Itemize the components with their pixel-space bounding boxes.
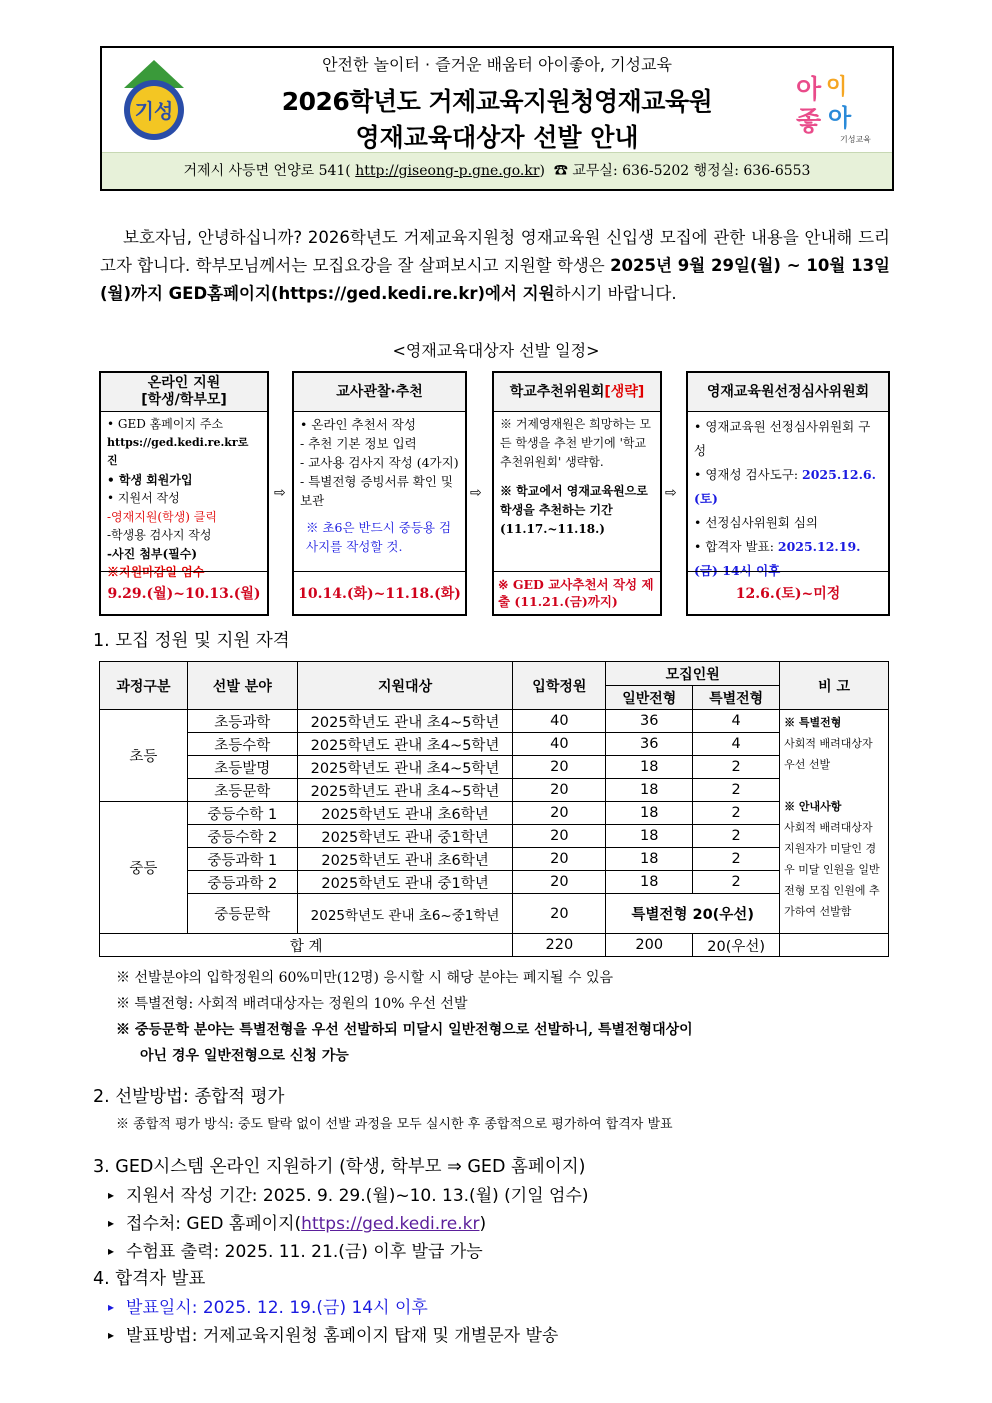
address: 거제시 사등면 언양로 541( bbox=[183, 163, 351, 179]
table-row: 초등 초등과학 2025학년도 관내 초4~5학년 40 36 4 ※ 특별전형 사회적 배려대상자 우선 선발 ※ 안내사항 사회적 배려대상자 지원자가 미달인 경우 미달 인원을 일반전형 모집 인원에 추가하여 선발함 bbox=[100, 710, 889, 733]
schedule-step-school: 학교추천위원회 [생략] ※ 거제영재원은 희망하는 모든 학생을 추천 받기에 '학교추천위원회' 생략함. ※ 학교에서 영재교육원으로 학생을 추천하는 기간 (11.17.~11.18.) ※ GED 교사추천서 작성 제출 (11.21.(금)까지) bbox=[492, 371, 662, 616]
committee-date: 12.6.(토)~미정 bbox=[688, 571, 888, 614]
table-row: 중등수학 2 2025학년도 관내 중1학년 20 18 2 bbox=[100, 825, 889, 848]
triangle-bullet-icon: ▸ bbox=[108, 1188, 115, 1202]
section3-heading: 3. GED시스템 온라인 지원하기 (학생, 학부모 ⇒ GED 홈페이지) bbox=[93, 1157, 586, 1177]
schedule-step-committee: 영재교육원선정심사위원회 • 영재교육원 선정심사위원회 구성 • 영재성 검사도구: 2025.12.6.(토) • 선정심사위원회 심의 • 합격자 발표: 2025.12.19.(금) 14시 이후 12.6.(토)~미정 bbox=[686, 371, 890, 616]
list-item: ▸ 수험표 출력: 2025. 11. 21.(금) 이후 발급 가능 bbox=[108, 1242, 483, 1262]
section2-heading: 2. 선발방법: 종합적 평가 bbox=[93, 1087, 285, 1107]
list-item: ▸ 발표방법: 거제교육지원청 홈페이지 탑재 및 개별문자 발송 bbox=[108, 1326, 559, 1346]
note: 아닌 경우 일반전형으로 신청 가능 bbox=[140, 1048, 349, 1064]
intro-paragraph: 보호자님, 안녕하십니까? 2026학년도 거제교육지원청 영재교육원 신입생 모집에 관한 내용을 안내해 드리고자 합니다. 학부모님께서는 모집요강을 잘 살펴보시고 지원할 학생은 2025년 9월 29일(월) ~ 10월 13일(월)까지 GED홈페이지(https://ged.kedi.re.kr)에서 지원하시기 바랍니다. bbox=[100, 228, 890, 303]
note: ※ 종합적 평가 방식: 중도 탈락 없이 선발 과정을 모두 실시한 후 종합적으로 평가하여 합격자 발표 bbox=[116, 1117, 673, 1132]
triangle-bullet-icon: ▸ bbox=[108, 1216, 115, 1230]
ged-link[interactable]: https://ged.kedi.re.kr bbox=[301, 1214, 480, 1234]
note: ※ 선발분야의 입학정원의 60%미만(12명) 응시할 시 해당 분야는 폐지될 수 있음 bbox=[116, 970, 614, 986]
table-row: 초등수학 2025학년도 관내 초4~5학년 40 36 4 bbox=[100, 733, 889, 756]
svg-text:아: 아 bbox=[828, 104, 852, 132]
arrow-icon: ⇨ bbox=[470, 485, 482, 501]
logo-left-text: 기성 bbox=[134, 99, 174, 123]
list-item: ▸ 지원서 작성 기간: 2025. 9. 29.(월)~10. 13.(월) (기일 엄수) bbox=[108, 1186, 589, 1206]
slogan: 안전한 놀이터 · 즐거운 배움터 아이좋아, 기성교육 bbox=[322, 55, 672, 74]
header-box bbox=[100, 46, 894, 191]
phone-info: ☎ 교무실: 636-5202 행정실: 636-6553 bbox=[553, 163, 811, 179]
aijoa-logo-icon bbox=[792, 64, 874, 144]
online-date: 9.29.(월)~10.13.(월) bbox=[101, 571, 267, 614]
arrow-icon: ⇨ bbox=[665, 485, 677, 501]
address-bar: 거제시 사등면 언양로 541( http://giseong-p.gne.go.kr) ☎ 교무실: 636-5202 행정실: 636-6553 bbox=[102, 152, 892, 189]
table-row: 초등문학 2025학년도 관내 초4~5학년 20 18 2 bbox=[100, 779, 889, 802]
list-item: ▸ 발표일시: 2025. 12. 19.(금) 14시 이후 bbox=[108, 1298, 428, 1318]
table-row: 중등과학 1 2025학년도 관내 초6학년 20 18 2 bbox=[100, 848, 889, 871]
section1-heading: 1. 모집 정원 및 지원 자격 bbox=[93, 631, 290, 651]
homepage-link[interactable]: http://giseong-p.gne.go.kr bbox=[355, 163, 540, 179]
remark-cell: ※ 특별전형 사회적 배려대상자 우선 선발 ※ 안내사항 사회적 배려대상자 지원자가 미달인 경우 미달 인원을 일반전형 모집 인원에 추가하여 선발함 bbox=[780, 710, 889, 934]
page-title: 2026학년도 거제교육지원청영재교육원 bbox=[281, 87, 713, 116]
svg-text:아: 아 bbox=[796, 75, 822, 105]
svg-text:이: 이 bbox=[826, 75, 848, 100]
application-period: 2025년 9월 29일(월) ~ 10월 13일(월)까지 GED홈페이지(https://ged.kedi.re.kr)에서 지원 bbox=[100, 256, 890, 303]
section4-heading: 4. 합격자 발표 bbox=[93, 1269, 206, 1289]
schedule-step-online: 온라인 지원 [학생/학부모] • GED 홈페이지 주소 https://ged.kedi.re.kr로 진 • 학생 회원가입 • 지원서 작성 -영재지원(학생) 클릭 -학생용 검사지 작성 -사진 첨부(필수) ※지원마감일 엄수 9.29.(월)~10.13.(월) bbox=[99, 371, 269, 616]
svg-text:좋: 좋 bbox=[796, 107, 822, 137]
table-row: 초등발명 2025학년도 관내 초4~5학년 20 18 2 bbox=[100, 756, 889, 779]
table-row: 중등과학 2 2025학년도 관내 중1학년 20 18 2 bbox=[100, 871, 889, 894]
schedule-title: <영재교육대상자 선발 일정> bbox=[392, 341, 600, 360]
school-date: ※ GED 교사추천서 작성 제출 (11.21.(금)까지) bbox=[494, 571, 660, 614]
triangle-bullet-icon: ▸ bbox=[108, 1244, 115, 1258]
list-item: ▸ 접수처: GED 홈페이지(https://ged.kedi.re.kr) bbox=[108, 1214, 487, 1234]
schedule-step-teacher: 교사관찰·추천 • 온라인 추천서 작성 - 추천 기본 정보 입력 - 교사용 검사지 작성 (4가지) - 특별전형 증빙서류 확인 및 보관 ※ 초6은 반드시 중등용 검사지를 작성할 것. 10.14.(화)~11.18.(화) bbox=[292, 371, 467, 616]
arrow-icon: ⇨ bbox=[274, 485, 286, 501]
page-subtitle: 영재교육대상자 선발 안내 bbox=[355, 123, 639, 152]
triangle-bullet-icon: ▸ bbox=[108, 1328, 115, 1342]
triangle-bullet-icon: ▸ bbox=[108, 1300, 115, 1314]
table-total-row: 합 계 220 200 20(우선) bbox=[100, 934, 889, 957]
teacher-date: 10.14.(화)~11.18.(화) bbox=[294, 571, 465, 614]
table-row: 중등 중등수학 1 2025학년도 관내 초6학년 20 18 2 bbox=[100, 802, 889, 825]
note: ※ 중등문학 분야는 특별전형을 우선 선발하되 미달시 일반전형으로 선발하니, 특별전형대상이 bbox=[116, 1022, 693, 1038]
quota-table: 과정구분 선발 분야 지원대상 입학정원 모집인원 비 고 일반전형 특별전형 초등 초등과학 2025학년도 관내 초4~5학년 40 36 4 ※ 특별전형 사회적 배려대상자 우선 선발 ※ 안내사항 사회적 배려대상자 지원자가 미달인 경우 미달 인원을 일반전형 모집 인원에 추가하여 선발함 초등수학 2025학년도 관내 초4~5학년 40 36 4 초등발명 2025학년도 관내 초4~5학년 20 18 2 초등문학 2025학년도 관내 초4~5학년 20 18 2 중등 중등수학 1 2025학년도 관내 초6학년 20 18 2 중등수학 2 2025학년도 관내 중1학년 20 18 2 중등과학 1 2025학년도 관내 초6학년 20 18 2 중등과학 2 2025학년도 관내 중1학년 20 18 2 중등문학 2025학년도 관내 초6~중1학년 20 특별전형 20(우선) 합 계 220 200 20(우선) bbox=[99, 661, 889, 957]
table-row: 중등문학 2025학년도 관내 초6~중1학년 20 특별전형 20(우선) bbox=[100, 894, 889, 934]
note: ※ 특별전형: 사회적 배려대상자는 정원의 10% 우선 선발 bbox=[116, 996, 468, 1012]
logo-right-sub: 기성교육 bbox=[840, 135, 871, 144]
